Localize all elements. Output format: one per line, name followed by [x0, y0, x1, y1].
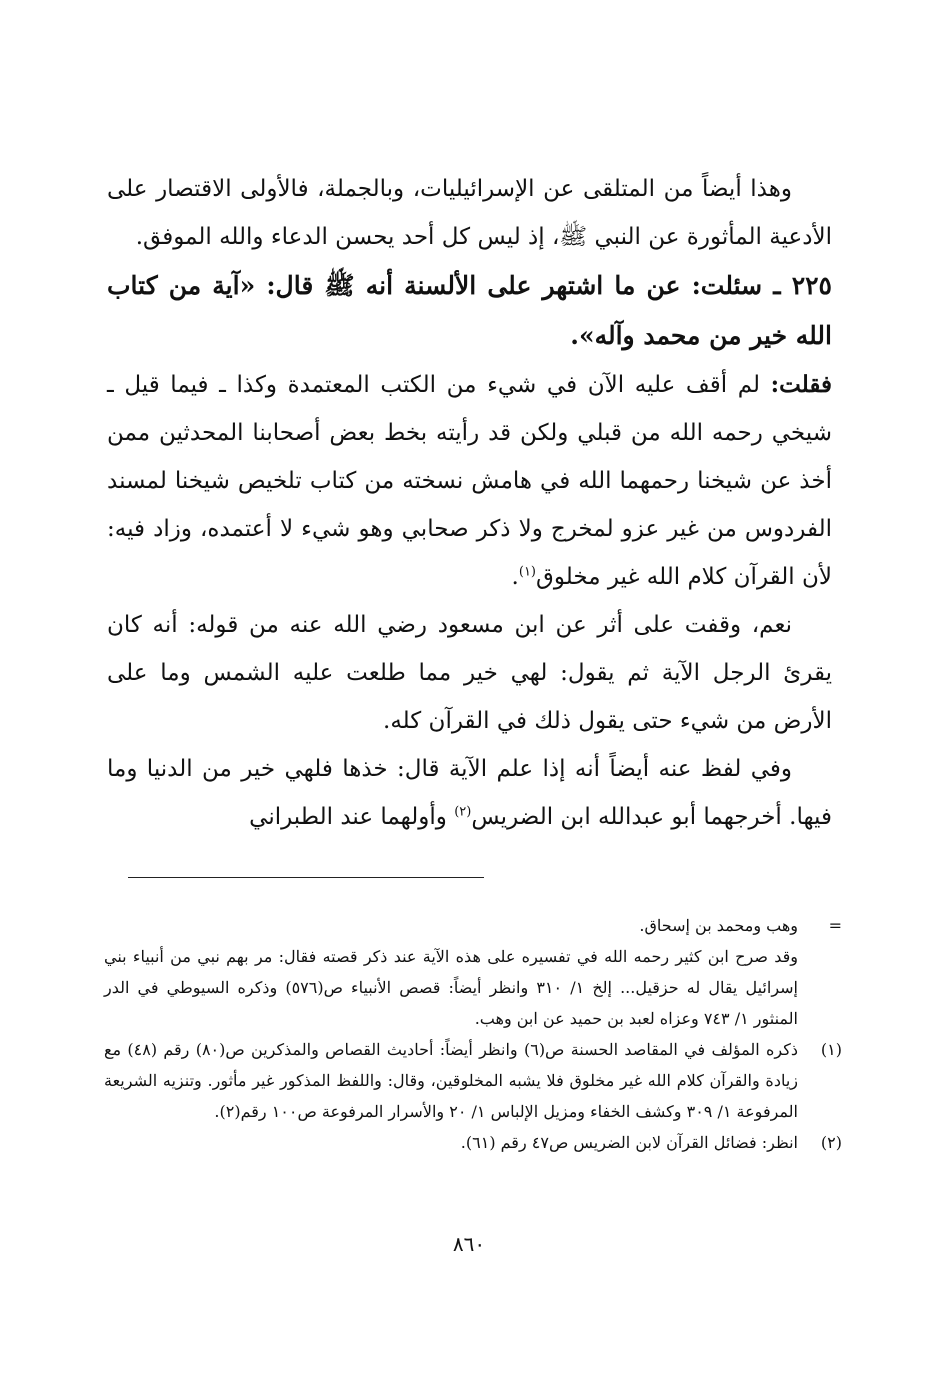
question-heading [107, 261, 832, 361]
paragraph-4-tail: وأولهما عند الطبراني [249, 804, 455, 830]
paragraph-2 [107, 361, 832, 601]
footnote-text: انظر: فضائل القرآن لابن الضريس ص٤٧ رقم (٦١). [460, 1133, 798, 1152]
paragraph-4 [107, 745, 832, 841]
footnotes [104, 910, 842, 1158]
footnote-ref-1[interactable]: (١) [518, 564, 536, 580]
footnote-continuation [104, 910, 842, 1034]
footnote-number: (٢) [820, 1133, 842, 1152]
paragraph-2-end: . [511, 564, 519, 590]
footnote-text: ذكره المؤلف في المقاصد الحسنة ص(٦) وانظر أيضاً: أحاديث القصاص والمذكرين ص(٨٠) رقم (٤٨) مع زيادة والقرآن كلام الله غير مخلوق فلا يشبه المخلوقين، وقال: واللفظ المذكور غير مأثور. وتنزيه الشريعة المرفوعة ١/ ٣٠٩ وكشف الخفاء ومزيل الإلباس ١/ ٢٠ والأسرار المرفوعة ص١٠٠ رقم(٢). [104, 1040, 798, 1121]
main-text [107, 165, 832, 841]
paragraph-1: وهذا أيضاً من المتلقى عن الإسرائيليات، وبالجملة، فالأولى الاقتصار على الأدعية المأثورة عن النبي ﷺ، إذ ليس كل أحد يحسن الدعاء والله الموفق. [107, 176, 832, 250]
question-text: سئلت: عن ما اشتهر على الألسنة أنه ﷺ قال: «آية من كتاب الله خير من محمد وآله». [107, 271, 832, 350]
answer-lead: فقلت: [770, 371, 832, 398]
paragraph-4-text: وفي لفظ عنه أيضاً أنه إذا علم الآية قال: خذها فلهي خير من الدنيا وما فيها. أخرجهما أبو عبدالله ابن الضريس [107, 756, 832, 830]
footnote-number: (١) [820, 1040, 842, 1059]
footnote-1 [104, 1034, 842, 1127]
continuation-mark: = [828, 916, 842, 935]
footnote-divider [128, 877, 484, 878]
question-number: ٢٢٥ ـ [773, 271, 832, 300]
page-number: ٨٦٠ [452, 1232, 486, 1256]
paragraph-3: نعم، وقفت على أثر عن ابن مسعود رضي الله عنه من قوله: أنه كان يقرئ الرجل الآية ثم يقول: لهي خير مما طلعت عليه الشمس وما على الأرض من شيء حتى يقول ذلك في القرآن كله. [107, 612, 832, 734]
footnote-2 [104, 1127, 842, 1158]
paragraph-2-text: لم أقف عليه الآن في شيء من الكتب المعتمدة وكذا ـ فيما قيل ـ شيخي رحمه الله من قبلي ولكن قد رأيته بخط بعض أصحابنا المحدثين ممن أخذ عن شيخنا رحمهما الله في هامش نسخته من كتاب تلخيص شيخنا لمسند الفردوس من غير عزو لمخرج ولا ذكر صحابي وهو شيء لا أعتمده، وزاد فيه: لأن القرآن كلام الله غير مخلوق [107, 372, 832, 590]
continuation-line: وقد صرح ابن كثير رحمه الله في تفسيره على هذه الآية عند ذكر قصته فقال: مر بهم نبي من أنبياء بني إسرائيل يقال له حزقيل... إلخ ١/ ٣١٠ وانظر أيضاً: قصص الأنبياء ص(٥٧٦) وذكره السيوطي في الدر المنثور ١/ ٧٤٣ وعزاه لعبد بن حميد عن ابن وهب. [104, 947, 799, 1028]
continuation-line: وهب ومحمد بن إسحاق. [639, 916, 798, 935]
footnote-ref-2[interactable]: (٢) [454, 804, 472, 820]
